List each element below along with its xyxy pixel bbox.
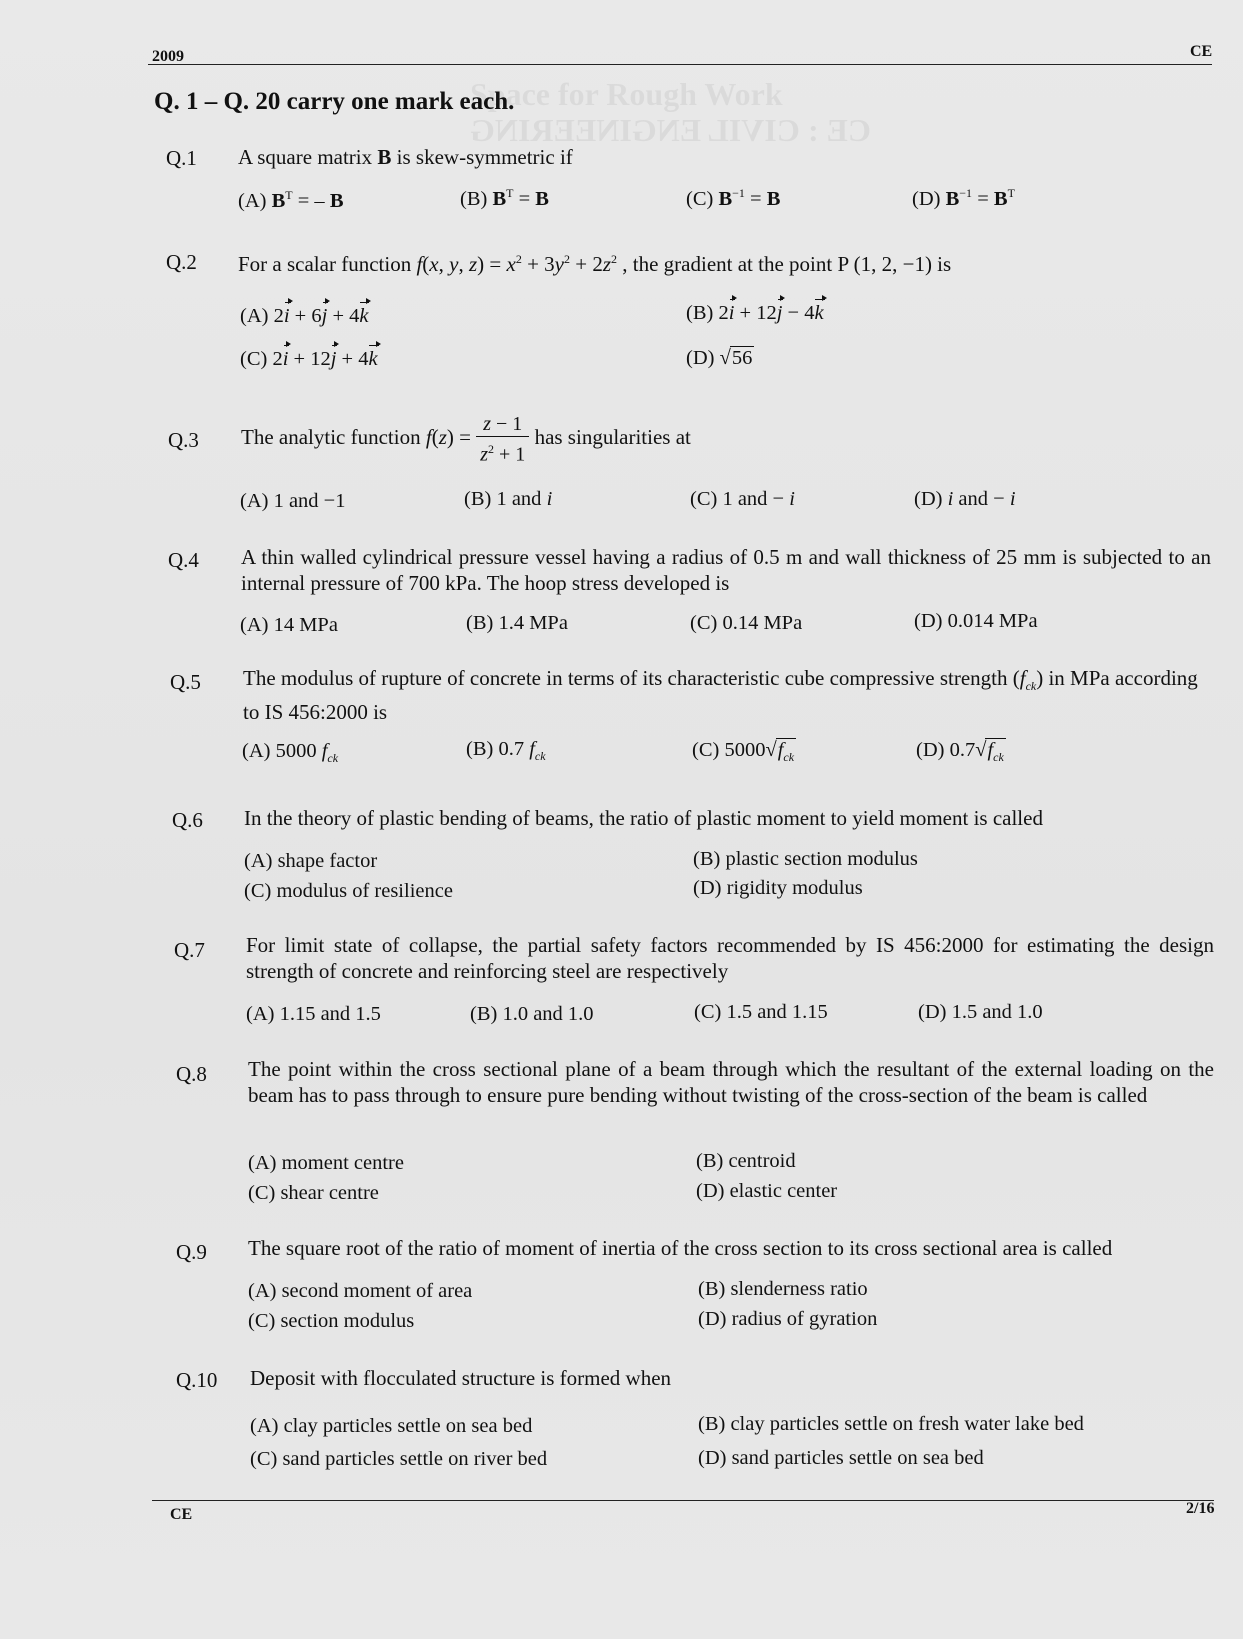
option-c: (C) shear centre <box>248 1182 379 1204</box>
option-d: (D) $B^{-1} = B^T$ <box>912 186 1015 210</box>
option-d: (D) radius of gyration <box>698 1308 878 1330</box>
question-number: Q.6 <box>172 808 203 832</box>
option-c: (C) section modulus <box>248 1310 415 1332</box>
option-a: (A) 14 MPa <box>240 614 338 636</box>
question-text: The square root of the ratio of moment of inertia of the cross section to its cross sectional area is called <box>248 1236 1113 1260</box>
footer-code: CE <box>170 1506 193 1523</box>
question-number: Q.8 <box>176 1062 207 1086</box>
question-number: Q.1 <box>166 146 197 170</box>
option-b: (B) 0.7 $f_{ck}$ <box>466 738 546 764</box>
question-number: Q.7 <box>174 938 205 962</box>
option-b: (B) slenderness ratio <box>698 1278 868 1300</box>
question-text: For limit state of collapse, the partial safety factors recommended by IS 456:2000 for estimating the design strength of concrete and reinforcing steel are respectively <box>246 933 1214 983</box>
header-year: 2009 <box>152 48 184 65</box>
question-text: The modulus of rupture of concrete in terms of its characteristic cube compressive strength $(f_{ck})$ in MPa according to IS 456:2000 is <box>243 666 1198 725</box>
question-text: The point within the cross sectional plane of a beam through which the resultant of the external loading on the beam has to pass through to ensure pure bending without twisting of the cross-section of the beam is called <box>248 1057 1214 1107</box>
option-a: (A) 5000 $f_{ck}$ <box>242 740 339 766</box>
question-text: For a scalar function f(x, y, $z) = x^2 + 3y^2 + 2z^2$ , the gradient at the point P (1, 2, −1) is <box>238 252 952 276</box>
option-a: (A) shape factor <box>244 850 378 872</box>
question-text: Deposit with flocculated structure is formed when <box>250 1366 672 1390</box>
question-number: Q.2 <box>166 250 197 274</box>
page-number: 2/16 <box>1186 1500 1215 1517</box>
header-rule <box>148 64 1212 65</box>
question-text: A square matrix B is skew-symmetric if <box>238 145 573 169</box>
option-c: (C) sand particles settle on river bed <box>250 1448 548 1470</box>
question-number: Q.10 <box>176 1368 218 1392</box>
option-d: (D) √56 <box>686 347 753 369</box>
option-c: (C) 1 and − i <box>690 488 795 510</box>
section-title: Q. 1 – Q. 20 carry one mark each. <box>154 88 515 115</box>
option-a: (A) $B^T$ = – B <box>238 188 344 212</box>
option-d: (D) 1.5 and 1.0 <box>918 1001 1043 1023</box>
option-b: (B) 2i + 12j − 4k <box>686 302 824 324</box>
option-d: (D) rigidity modulus <box>693 877 863 899</box>
option-d: (D) sand particles settle on sea bed <box>698 1447 984 1469</box>
option-a: (A) 2i + 6j + 4k <box>240 305 369 327</box>
option-b: (B) plastic section modulus <box>693 848 918 870</box>
question-number: Q.4 <box>168 548 199 572</box>
option-d: (D) i and − i <box>914 488 1016 510</box>
option-b: (B) centroid <box>696 1150 796 1172</box>
option-b: (B) clay particles settle on fresh water lake bed <box>698 1413 1084 1435</box>
option-c: (C) $5000√f_{ck}$ <box>692 739 795 765</box>
option-a: (A) 1 and −1 <box>240 490 346 512</box>
option-d: (D) elastic center <box>696 1180 838 1202</box>
question-number: Q.5 <box>170 670 201 694</box>
footer-rule <box>152 1500 1214 1501</box>
option-b: (B) 1 and i <box>464 488 553 510</box>
header-code: CE <box>1190 43 1213 60</box>
option-d: (D) $0.7√f_{ck}$ <box>916 739 1004 765</box>
option-c: (C) 1.5 and 1.15 <box>694 1001 828 1023</box>
option-c: (C) 2i + 12j + 4k <box>240 348 378 370</box>
option-a: (A) moment centre <box>248 1152 404 1174</box>
question-text: In the theory of plastic bending of beams, the ratio of plastic moment to yield moment is called <box>244 806 1043 830</box>
option-c: (C) $B^{-1} = B$ <box>686 186 781 210</box>
option-b: (B) 1.0 and 1.0 <box>470 1003 594 1025</box>
option-a: (A) clay particles settle on sea bed <box>250 1415 533 1437</box>
option-d: (D) 0.014 MPa <box>914 610 1038 632</box>
option-a: (A) second moment of area <box>248 1280 473 1302</box>
question-number: Q.9 <box>176 1240 207 1264</box>
show-through-text: CE : CIVIL ENGINEERING <box>470 112 871 148</box>
option-b: (B) 1.4 MPa <box>466 612 568 634</box>
question-text: A thin walled cylindrical pressure vessel having a radius of 0.5 m and wall thickness of 25 mm is subjected to an internal pressure of 700 kPa. The hoop stress developed is <box>241 545 1211 595</box>
option-b: (B) $B^T = B$ <box>460 186 549 210</box>
question-number: Q.3 <box>168 428 199 452</box>
question-text: The analytic function f(z) = $\frac{z - 1}{z^2 + 1}$ has singularities at <box>241 413 691 466</box>
show-through-text: Space for Rough Work <box>470 76 783 112</box>
option-c: (C) modulus of resilience <box>244 880 453 902</box>
option-a: (A) 1.15 and 1.5 <box>246 1003 381 1025</box>
option-c: (C) 0.14 MPa <box>690 612 803 634</box>
